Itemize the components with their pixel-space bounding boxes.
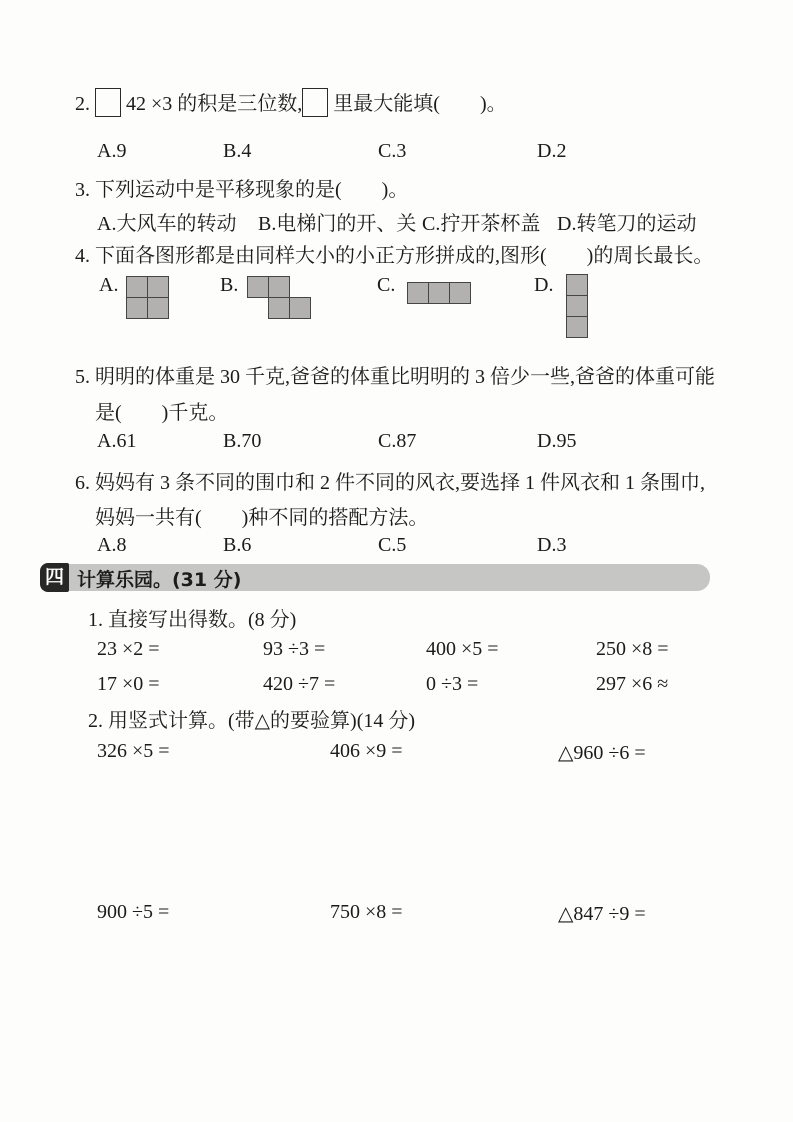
expression: 23 ×2 =	[97, 638, 160, 660]
section-number-badge: 四	[40, 563, 69, 592]
unit-square	[147, 297, 169, 319]
unit-square	[407, 282, 429, 304]
question-5-body1: 明明的体重是 30 千克,爸爸的体重比明明的 3 倍少一些,爸爸的体重可能	[95, 366, 715, 388]
expression: 326 ×5 =	[97, 740, 170, 762]
option-a: A.8	[97, 534, 127, 556]
figure-b-label: B.	[220, 274, 239, 296]
option-b: B.4	[223, 140, 252, 162]
question-2-number: 2.	[75, 93, 95, 115]
option-a: A.大风车的转动	[97, 213, 237, 235]
option-d: D.3	[537, 534, 567, 556]
unit-square	[147, 276, 169, 298]
option-b: B.70	[223, 430, 262, 452]
unit-square	[566, 295, 588, 317]
question-5-number: 5.	[75, 366, 95, 388]
unit-square	[566, 274, 588, 296]
option-b: B.6	[223, 534, 252, 556]
question-6-text-line2: 妈妈一共有( )种不同的搭配方法。	[95, 507, 429, 529]
question-2-part1: 42 ×3 的积是三位数,	[121, 93, 303, 115]
calc-row-1	[0, 638, 793, 670]
option-c: C.87	[378, 430, 417, 452]
expression: △847 ÷9 =	[558, 903, 646, 925]
question-3-body: 下列运动中是平移现象的是( )。	[95, 179, 409, 201]
unit-square	[126, 297, 148, 319]
expression: 297 ×6 ≈	[596, 673, 669, 695]
unit-square	[126, 276, 148, 298]
expression: 406 ×9 =	[330, 740, 403, 762]
question-2-part2: 里最大能填( )。	[328, 93, 507, 115]
expression: △960 ÷6 =	[558, 742, 646, 764]
blank-box	[302, 88, 328, 117]
option-b: B.电梯门的开、关	[258, 213, 417, 235]
question-5-text-line1	[75, 360, 787, 392]
option-c: C.拧开茶杯盖	[422, 213, 541, 235]
figure-c-label: C.	[377, 274, 396, 296]
expression: 400 ×5 =	[426, 638, 499, 660]
vertical-calc-row-2	[0, 901, 793, 933]
question-5-text-line2: 是( )千克。	[95, 402, 229, 424]
section-title: 计算乐园。(31 分)	[77, 569, 242, 591]
question-6-body1: 妈妈有 3 条不同的围巾和 2 件不同的风衣,要选择 1 件风衣和 1 条围巾,	[95, 472, 705, 494]
subsection-2-title: 2. 用竖式计算。(带△的要验算)(14 分)	[88, 710, 416, 732]
question-2-options	[0, 140, 793, 172]
question-4-body: 下面各图形都是由同样大小的小正方形拼成的,图形( )的周长最长。	[95, 245, 714, 267]
unit-square	[289, 297, 311, 319]
expression: 900 ÷5 =	[97, 901, 170, 923]
option-d: D.转笔刀的运动	[557, 213, 697, 235]
unit-square	[247, 276, 269, 298]
option-c: C.5	[378, 534, 407, 556]
unit-square	[566, 316, 588, 338]
calc-row-2	[0, 673, 793, 705]
figure-a-label: A.	[99, 274, 119, 296]
question-6-text-line1	[75, 466, 787, 498]
question-3-options	[0, 207, 793, 239]
question-2-text	[75, 87, 787, 119]
figure-d-label: D.	[534, 274, 554, 296]
question-4-text	[75, 239, 787, 271]
option-a: A.9	[97, 140, 127, 162]
expression: 250 ×8 =	[596, 638, 669, 660]
option-d: D.2	[537, 140, 567, 162]
expression: 420 ÷7 =	[263, 673, 336, 695]
question-4-number: 4.	[75, 245, 95, 267]
question-6-options	[0, 534, 793, 566]
question-6-number: 6.	[75, 472, 95, 494]
question-3-number: 3.	[75, 179, 95, 201]
unit-square	[268, 297, 290, 319]
vertical-calc-row-1	[0, 740, 793, 772]
question-5-options	[0, 430, 793, 462]
option-d: D.95	[537, 430, 577, 452]
subsection-1-title: 1. 直接写出得数。(8 分)	[88, 609, 297, 631]
expression: 93 ÷3 =	[263, 638, 326, 660]
expression: 17 ×0 =	[97, 673, 160, 695]
unit-square	[449, 282, 471, 304]
option-a: A.61	[97, 430, 137, 452]
expression: 750 ×8 =	[330, 901, 403, 923]
option-c: C.3	[378, 140, 407, 162]
question-3-text	[75, 173, 787, 205]
expression: 0 ÷3 =	[426, 673, 479, 695]
blank-box	[95, 88, 121, 117]
unit-square	[268, 276, 290, 298]
unit-square	[428, 282, 450, 304]
